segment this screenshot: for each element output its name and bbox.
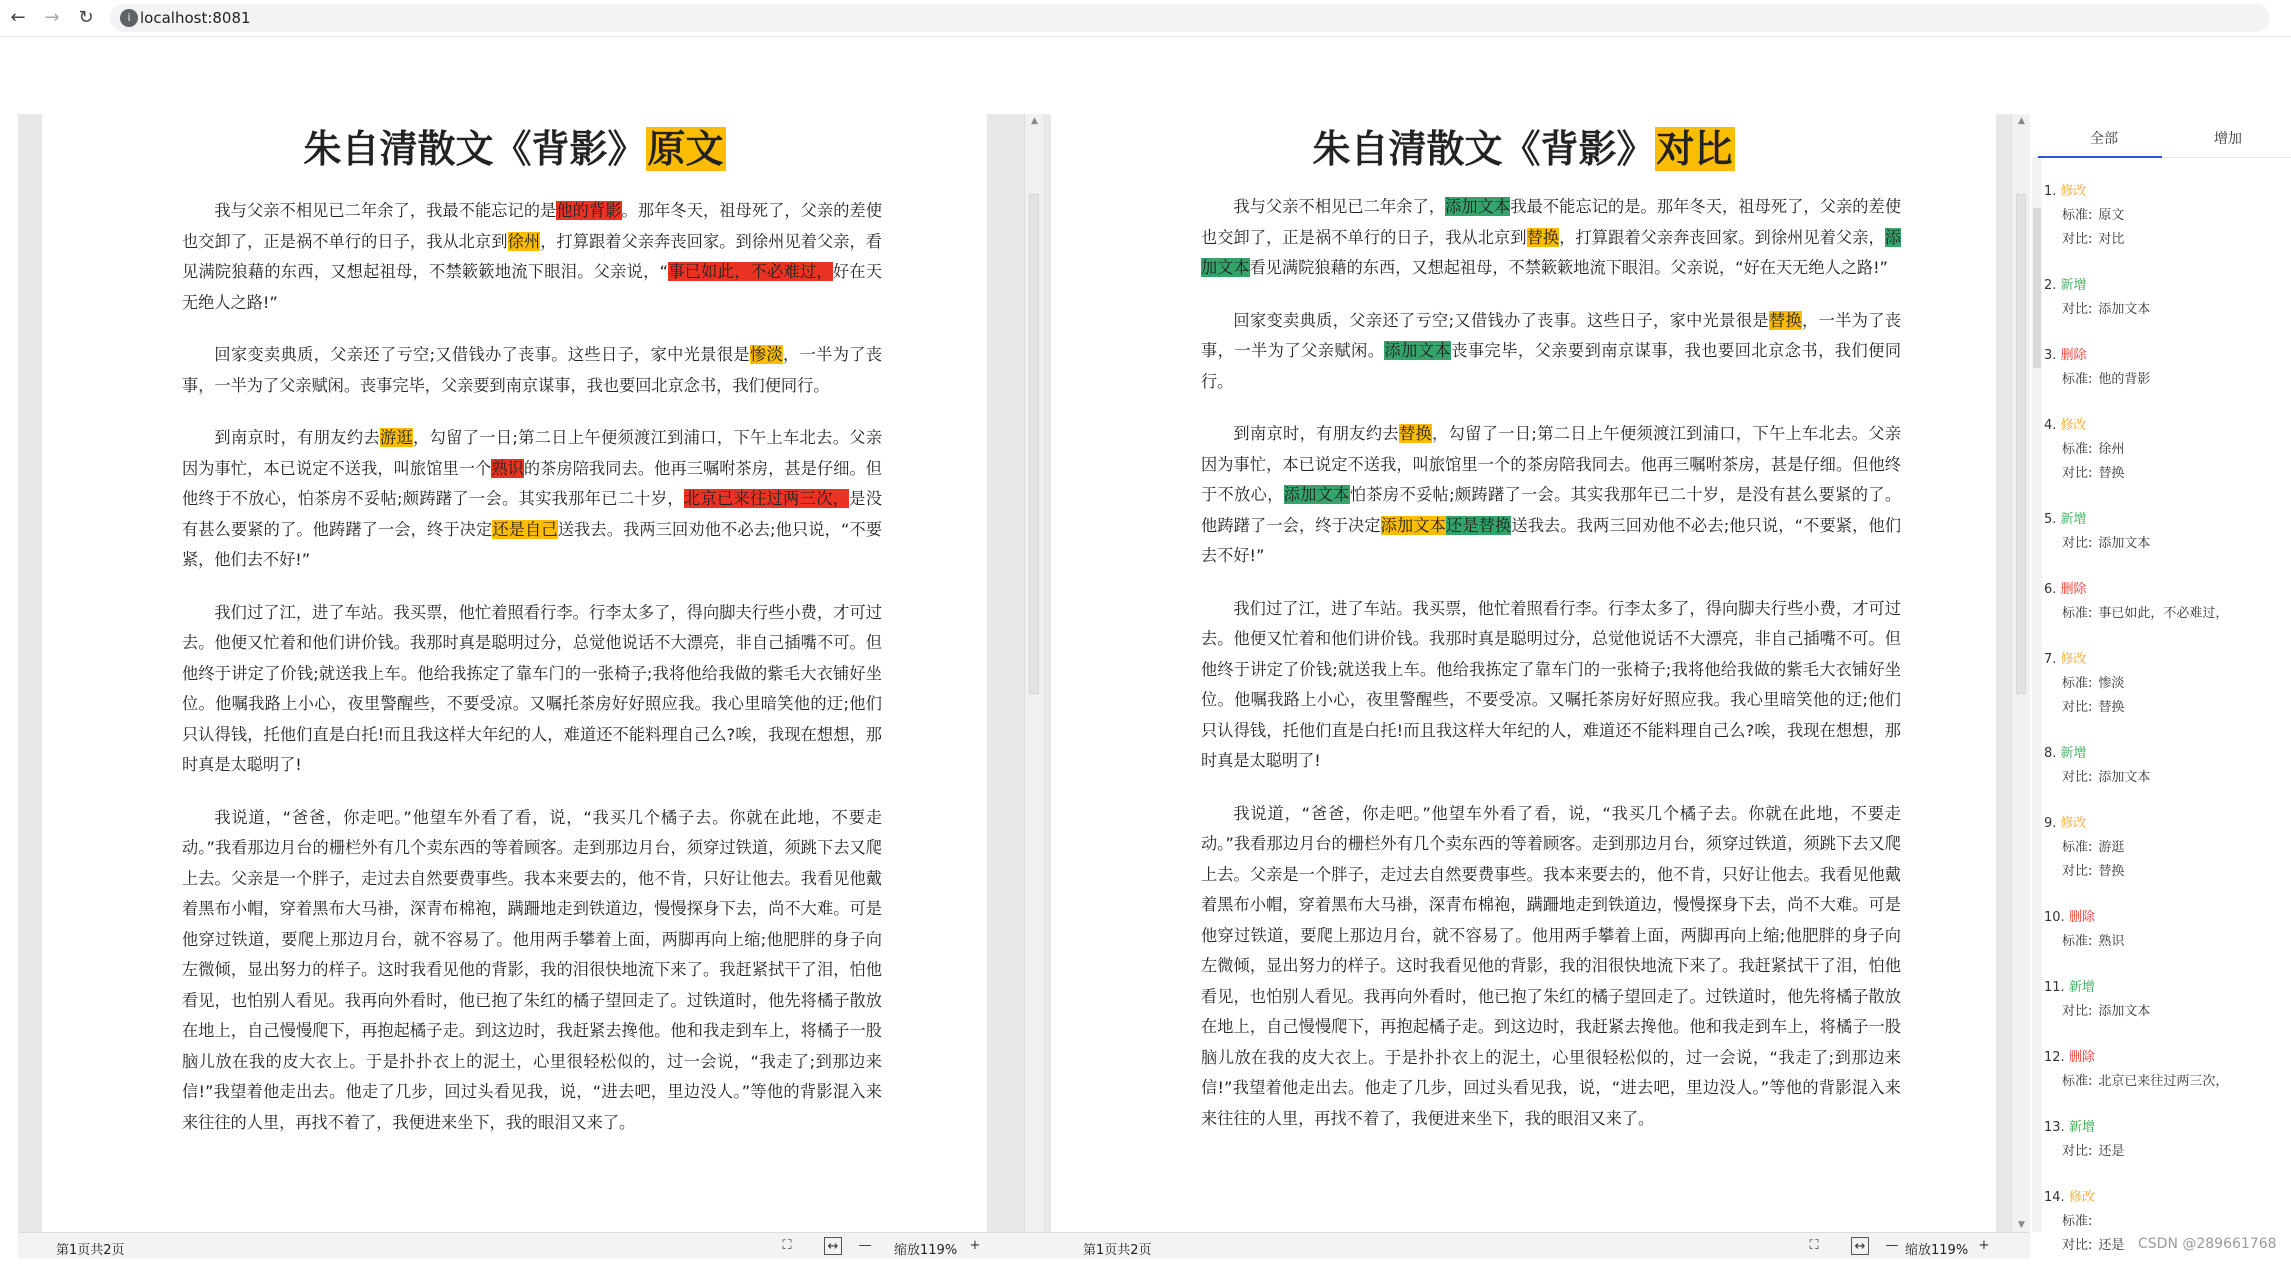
paragraph: [1201, 799, 1901, 1135]
fit-page-icon[interactable]: ⛶: [1809, 1238, 1819, 1253]
diff-highlight-yellow: 替换: [1526, 227, 1560, 247]
diff-highlight-green: 还是替换: [1446, 515, 1512, 535]
text-run: 是没有甚么要紧的了。他踌躇了一会，终于决定: [182, 489, 883, 539]
active-tab-indicator: [2038, 156, 2162, 158]
detail-label: 标准:: [2062, 442, 2093, 457]
address-bar[interactable]: [110, 4, 2270, 32]
change-type: 新增: [2060, 278, 2087, 293]
toolbar-divider: [0, 36, 2291, 37]
tab-add[interactable]: 增加: [2214, 131, 2242, 147]
change-type: 删除: [2068, 1050, 2095, 1065]
change-detail: [2044, 368, 2284, 392]
text-run: ，一半为了丧事，一半为了父亲赋闲。丧事完毕，父亲要到南京谋事，我也要回北京念书，我们便同行。: [182, 345, 883, 395]
diff-highlight-yellow: 还是自己: [492, 519, 558, 539]
detail-value: 徐州: [2098, 442, 2125, 457]
detail-label: 标准:: [2062, 840, 2093, 855]
paragraph: [182, 196, 882, 318]
detail-value: 游逛: [2098, 840, 2125, 855]
change-item[interactable]: [2044, 976, 2284, 1024]
compare-doc-statusbar: [1045, 1232, 2030, 1259]
title-tag: 对比: [1656, 127, 1733, 171]
detail-value: 还是: [2098, 1238, 2125, 1253]
change-header: [2044, 812, 2284, 836]
detail-label: 对比:: [2062, 700, 2093, 715]
detail-value: 惨淡: [2098, 676, 2125, 691]
change-type: 修改: [2060, 652, 2087, 667]
detail-label: 标准:: [2062, 934, 2093, 949]
change-header: [2044, 578, 2284, 602]
paragraph: [182, 340, 882, 401]
change-item[interactable]: [2044, 344, 2284, 392]
change-detail: [2044, 228, 2284, 252]
change-header: [2044, 344, 2284, 368]
detail-value: 替换: [2098, 466, 2125, 481]
text-run: 回家变卖典质，父亲还了亏空;又借钱办了丧事。这些日子，家中光景很是: [1233, 310, 1769, 330]
paragraph: [1201, 306, 1901, 398]
change-item[interactable]: [2044, 578, 2284, 626]
change-detail: [2044, 836, 2284, 860]
forward-arrow-icon[interactable]: →: [44, 7, 60, 28]
detail-label: 标准:: [2062, 676, 2093, 691]
detail-value: 熟识: [2098, 934, 2125, 949]
detail-label: 对比:: [2062, 1238, 2093, 1253]
change-number: 4.: [2044, 418, 2057, 433]
change-item[interactable]: [2044, 812, 2284, 884]
change-number: 9.: [2044, 816, 2057, 831]
text-run: 怕茶房不妥帖;颇踌躇了一会。其实我那年已二十岁，是没有甚么要紧的了。他踌躇了一会，终于决定: [1201, 485, 1902, 535]
original-doc-body: [182, 196, 882, 1160]
detail-value: 北京已来往过两三次，: [2098, 1074, 2229, 1089]
text-run: ，打算跟着父亲奔丧回家。到徐州见着父亲，看见满院狼藉的东西，又想起祖母，不禁簌簌地流下眼泪。父亲说，“: [182, 231, 882, 281]
change-detail: [2044, 602, 2284, 626]
text-run: 看见满院狼藉的东西，又想起祖母，不禁簌簌地流下眼泪。父亲说，“好在天无绝人之路!”: [1249, 258, 1888, 277]
page-indicator: 第1页共2页: [56, 1243, 125, 1258]
diff-highlight-green: 添加文本: [1201, 227, 1901, 277]
text-run: ，一半为了丧事，一半为了父亲赋闲。: [1201, 310, 1902, 360]
change-detail: [2044, 462, 2284, 486]
change-number: 3.: [2044, 348, 2057, 363]
zoom-in-button[interactable]: +: [969, 1238, 981, 1253]
change-header: [2044, 508, 2284, 532]
change-number: 6.: [2044, 582, 2057, 597]
title-text: 朱自清散文《背影》: [303, 127, 646, 171]
change-detail: [2044, 860, 2284, 884]
change-type: 修改: [2060, 184, 2087, 199]
text-run: 。那年冬天，祖母死了，父亲的差使也交卸了，正是祸不单行的日子，我从北京到: [182, 201, 883, 251]
diff-highlight-yellow: 替换: [1398, 424, 1433, 443]
zoom-out-button[interactable]: —: [1885, 1238, 1899, 1253]
original-doc-title: [42, 118, 987, 173]
change-detail: [2044, 696, 2284, 720]
sidebar-scrollbar[interactable]: [2032, 158, 2042, 1232]
change-number: 11.: [2044, 980, 2065, 995]
tab-all[interactable]: 全部: [2090, 131, 2118, 147]
detail-value: 添加文本: [2098, 302, 2151, 317]
change-header: [2044, 976, 2284, 1000]
text-run: 丧事完毕，父亲要到南京谋事，我也要回北京念书，我们便同行。: [1201, 341, 1902, 391]
change-header: [2044, 1116, 2284, 1140]
paragraph: [1201, 192, 1901, 284]
compare-doc-title: [1051, 118, 1996, 173]
detail-value: 还是: [2098, 1144, 2125, 1159]
detail-value: 添加文本: [2098, 536, 2151, 551]
change-detail: [2044, 532, 2284, 556]
title-text: 朱自清散文《背影》: [1312, 127, 1655, 171]
diff-tabs: [2034, 118, 2291, 158]
change-item[interactable]: [2044, 906, 2284, 954]
fit-width-icon[interactable]: ↔: [1851, 1237, 1869, 1255]
diff-highlight-yellow: 替换: [1768, 310, 1803, 330]
paragraph: [1201, 594, 1901, 777]
change-detail: [2044, 204, 2284, 228]
change-header: [2044, 414, 2284, 438]
change-item[interactable]: [2044, 508, 2284, 556]
detail-label: 对比:: [2062, 466, 2093, 481]
text-run: ，勾留了一日;第二日上午便须渡江到浦口，下午上车北去。父亲因为事忙，本已说定不送我，叫旅馆里一个的茶房陪我同去。他再三嘱咐茶房，甚是仔细。但他终于不放心，: [1201, 424, 1902, 504]
diff-highlight-green: 添加文本: [1283, 485, 1350, 504]
change-number: 2.: [2044, 278, 2057, 293]
zoom-level: 缩放119%: [894, 1243, 958, 1258]
detail-value: 事已如此，不必难过，: [2098, 606, 2229, 621]
zoom-level: 缩放119%: [1905, 1243, 1969, 1258]
detail-value: 替换: [2098, 700, 2125, 715]
compare-document-page: [1051, 114, 1996, 1232]
detail-label: 标准:: [2062, 372, 2093, 387]
detail-label: 标准:: [2062, 208, 2093, 223]
diff-highlight-red: 事已如此，不必难过，: [667, 262, 833, 281]
scroll-thumb[interactable]: [2016, 194, 2026, 694]
detail-label: 标准:: [2062, 1074, 2093, 1089]
change-type: 新增: [2068, 980, 2095, 995]
text-run: ，打算跟着父亲奔丧回家。到徐州见着父亲，: [1559, 227, 1885, 247]
change-header: [2044, 648, 2284, 672]
change-header: [2044, 274, 2284, 298]
text-run: 到南京时，有朋友约去: [1233, 424, 1399, 443]
change-item[interactable]: [2044, 274, 2284, 322]
scroll-up-icon[interactable]: ▲: [2018, 116, 2025, 126]
detail-label: 标准:: [2062, 606, 2093, 621]
compare-doc-scrollbar[interactable]: [2011, 114, 2030, 1232]
original-document-viewer: [18, 114, 1045, 1259]
change-type: 新增: [2068, 1120, 2095, 1135]
change-header: [2044, 906, 2284, 930]
change-item[interactable]: [2044, 648, 2284, 720]
paragraph: [182, 598, 882, 781]
diff-highlight-green: 添加文本: [1445, 197, 1511, 216]
zoom-out-button[interactable]: —: [858, 1238, 872, 1253]
text-run: 送我去。我两三回劝他不必去;他只说，“不要紧，他们去不好!”: [1201, 515, 1902, 565]
change-header: [2044, 180, 2284, 204]
change-type: 删除: [2060, 348, 2087, 363]
change-type: 删除: [2060, 582, 2087, 597]
diff-highlight-yellow: 添加文本: [1380, 515, 1447, 535]
text-run: 我说道，“爸爸，你走吧。”他望车外看了看，说，“我买几个橘子去。你就在此地，不要走动。”我看那边月台的栅栏外有几个卖东西的等着顾客。走到那边月台，须穿过铁道，须跳下去又爬上去。父亲是一个胖子，走过去自然要费事些。我本来要去的，他不肯，只好让他去。我看见他戴着黑布小帽，穿着黑布大马褂，深青布棉袍，蹒跚地走到铁道边，慢慢探身下去，尚不大难。可是他穿过铁道，要爬上那边月台，就不容易了。他用两手攀着上面，两脚再向上缩;他肥胖的身子向左微倾，显出努力的样子。这时我看见他的背影，我的泪很快地流下来了。我赶紧拭干了泪，怕他看见，也怕别人看见。我再向外看时，他已抱了朱红的橘子望回走了。过铁道时，他先将橘子散放在地上，自己慢慢爬下，再抱起橘子走。到这边时，我赶紧去搀他。他和我走到车上，将橘子一股脑儿放在我的皮大衣上。于是扑扑衣上的泥土，心里很轻松似的，过一会说，“我走了;到那边来信!”我望着他走出去。他走了几步，回过头看见我，说，“进去吧，里边没人。”等他的背影混入来来往往的人里，再找不着了，我便进来坐下，我的眼泪又来了。: [1201, 803, 1901, 1128]
info-icon[interactable]: i: [120, 9, 138, 27]
text-run: 到南京时，有朋友约去: [214, 428, 380, 447]
diff-highlight-green: 添加文本: [1384, 341, 1452, 360]
diff-highlight-red: 熟识: [491, 458, 524, 478]
detail-value: 他的背影: [2098, 372, 2151, 387]
original-document-page: [42, 114, 987, 1232]
text-run: 我们过了江，进了车站。我买票，他忙着照看行李。行李太多了，得向脚夫行些小费，才可过去。他便又忙着和他们讲价钱。我那时真是聪明过分，总觉他说话不大漂亮，非自己插嘴不可。但他终于讲定了价钱;就送我上车。他给我拣定了靠车门的一张椅子;我将他给我做的紫毛大衣铺好坐位。他嘱我路上小心，夜里警醒些，不要受凉。又嘱托茶房好好照应我。我心里暗笑他的迂;他们只认得钱，托他们直是白托!而且我这样大年纪的人，难道还不能料理自己么?唉，我现在想想，那时真是太聪明了!: [1201, 598, 1901, 770]
watermark: CSDN @289661768: [2138, 1236, 2277, 1252]
change-detail: [2044, 672, 2284, 696]
change-item[interactable]: [2044, 742, 2284, 790]
change-type: 修改: [2060, 418, 2087, 433]
scroll-up-icon[interactable]: ▲: [1031, 116, 1038, 126]
text-run: 我与父亲不相见已二年余了，: [1233, 197, 1446, 216]
back-arrow-icon[interactable]: ←: [10, 7, 26, 28]
change-item[interactable]: [2044, 180, 2284, 252]
change-number: 1.: [2044, 184, 2057, 199]
scroll-thumb[interactable]: [1029, 194, 1039, 694]
paragraph: [1201, 419, 1901, 572]
change-type: 新增: [2060, 746, 2087, 761]
change-item[interactable]: [2044, 1116, 2284, 1164]
change-detail: [2044, 1140, 2284, 1164]
change-type: 修改: [2060, 816, 2087, 831]
detail-value: 添加文本: [2098, 770, 2151, 785]
text-run: 好在天无绝人之路!”: [182, 262, 883, 312]
detail-value: 替换: [2098, 864, 2125, 879]
change-number: 13.: [2044, 1120, 2065, 1135]
diff-highlight-red: 北京已来往过两三次，: [683, 489, 850, 508]
change-header: [2044, 1186, 2284, 1210]
change-detail: [2044, 1070, 2284, 1094]
reload-icon[interactable]: ↻: [78, 7, 94, 28]
change-item[interactable]: [2044, 1046, 2284, 1094]
detail-value: 原文: [2098, 208, 2125, 223]
original-doc-statusbar: [18, 1232, 1045, 1259]
diff-highlight-yellow: 游逛: [379, 428, 414, 447]
detail-label: 对比:: [2062, 770, 2093, 785]
change-detail: [2044, 1000, 2284, 1024]
text-run: 我最不能忘记的是。那年冬天，祖母死了，父亲的差使也交卸了，正是祸不单行的日子，我从北京到: [1201, 197, 1902, 247]
paragraph: [182, 803, 882, 1139]
text-run: 回家变卖典质，父亲还了亏空;又借钱办了丧事。这些日子，家中光景很是: [214, 345, 750, 364]
change-header: [2044, 1046, 2284, 1070]
diff-highlight-yellow: 徐州: [507, 231, 541, 251]
original-doc-scrollbar[interactable]: [1024, 114, 1043, 1232]
change-number: 8.: [2044, 746, 2057, 761]
url-text[interactable]: localhost:8081: [140, 9, 251, 27]
text-run: ，勾留了一日;第二日上午便须渡江到浦口，下午上车北去。父亲因为事忙，本已说定不送我，叫旅馆里一个: [182, 428, 883, 478]
fit-page-icon[interactable]: ⛶: [782, 1238, 792, 1253]
change-type: 新增: [2060, 512, 2087, 527]
change-number: 10.: [2044, 910, 2065, 925]
detail-label: 对比:: [2062, 302, 2093, 317]
change-item[interactable]: [2044, 414, 2284, 486]
text-run: 我们过了江，进了车站。我买票，他忙着照看行李。行李太多了，得向脚夫行些小费，才可过去。他便又忙着和他们讲价钱。我那时真是聪明过分，总觉他说话不大漂亮，非自己插嘴不可。但他终于讲定了价钱;就送我上车。他给我拣定了靠车门的一张椅子;我将他给我做的紫毛大衣铺好坐位。他嘱我路上小心，夜里警醒些，不要受凉。又嘱托茶房好好照应我。我心里暗笑他的迂;他们只认得钱，托他们直是白托!而且我这样大年纪的人，难道还不能料理自己么?唉，我现在想想，那时真是太聪明了!: [182, 602, 882, 774]
zoom-in-button[interactable]: +: [1978, 1238, 1990, 1253]
detail-label: 对比:: [2062, 864, 2093, 879]
detail-label: 标准:: [2062, 1214, 2093, 1229]
change-detail: [2044, 930, 2284, 954]
text-run: 我与父亲不相见已二年余了，我最不能忘记的是: [214, 201, 557, 220]
change-detail: [2044, 438, 2284, 462]
change-type: 修改: [2068, 1190, 2095, 1205]
compare-doc-body: [1201, 192, 1901, 1156]
diff-highlight-yellow: 惨淡: [749, 345, 784, 364]
browser-toolbar: [0, 0, 2291, 36]
change-header: [2044, 742, 2284, 766]
change-detail: [2044, 766, 2284, 790]
scroll-thumb[interactable]: [2033, 208, 2041, 368]
change-detail: [2044, 1210, 2284, 1234]
text-run: 我说道，“爸爸，你走吧。”他望车外看了看，说，“我买几个橘子去。你就在此地，不要走动。”我看那边月台的栅栏外有几个卖东西的等着顾客。走到那边月台，须穿过铁道，须跳下去又爬上去。父亲是一个胖子，走过去自然要费事些。我本来要去的，他不肯，只好让他去。我看见他戴着黑布小帽，穿着黑布大马褂，深青布棉袍，蹒跚地走到铁道边，慢慢探身下去，尚不大难。可是他穿过铁道，要爬上那边月台，就不容易了。他用两手攀着上面，两脚再向上缩;他肥胖的身子向左微倾，显出努力的样子。这时我看见他的背影，我的泪很快地流下来了。我赶紧拭干了泪，怕他看见，也怕别人看见。我再向外看时，他已抱了朱红的橘子望回走了。过铁道时，他先将橘子散放在地上，自己慢慢爬下，再抱起橘子走。到这边时，我赶紧去搀他。他和我走到车上，将橘子一股脑儿放在我的皮大衣上。于是扑扑衣上的泥土，心里很轻松似的，过一会说，“我走了;到那边来信!”我望着他走出去。他走了几步，回过头看见我，说，“进去吧，里边没人。”等他的背影混入来来往往的人里，再找不着了，我便进来坐下，我的眼泪又来了。: [182, 807, 882, 1132]
change-type: 删除: [2068, 910, 2095, 925]
detail-label: 对比:: [2062, 1004, 2093, 1019]
text-run: 的茶房陪我同去。他再三嘱咐茶房，甚是仔细。但他终于不放心，怕茶房不妥帖;颇踌躇了一会。其实我那年已二十岁，: [182, 458, 882, 508]
detail-label: 对比:: [2062, 1144, 2093, 1159]
fit-width-icon[interactable]: ↔: [824, 1237, 842, 1255]
change-number: 7.: [2044, 652, 2057, 667]
compare-document-viewer: [1045, 114, 2030, 1259]
change-number: 14.: [2044, 1190, 2065, 1205]
change-detail: [2044, 298, 2284, 322]
detail-label: 对比:: [2062, 232, 2093, 247]
diff-highlight-red: 他的背影: [556, 201, 622, 220]
text-run: 送我去。我两三回劝他不必去;他只说，“不要紧，他们去不好!”: [182, 519, 883, 569]
page-indicator: 第1页共2页: [1083, 1243, 1152, 1258]
paragraph: [182, 423, 882, 576]
title-tag: 原文: [647, 127, 724, 171]
scroll-down-icon[interactable]: ▼: [2018, 1220, 2025, 1230]
change-list: [2044, 180, 2284, 1280]
detail-label: 对比:: [2062, 536, 2093, 551]
detail-value: 对比: [2098, 232, 2125, 247]
detail-value: 添加文本: [2098, 1004, 2151, 1019]
change-number: 5.: [2044, 512, 2057, 527]
change-number: 12.: [2044, 1050, 2065, 1065]
